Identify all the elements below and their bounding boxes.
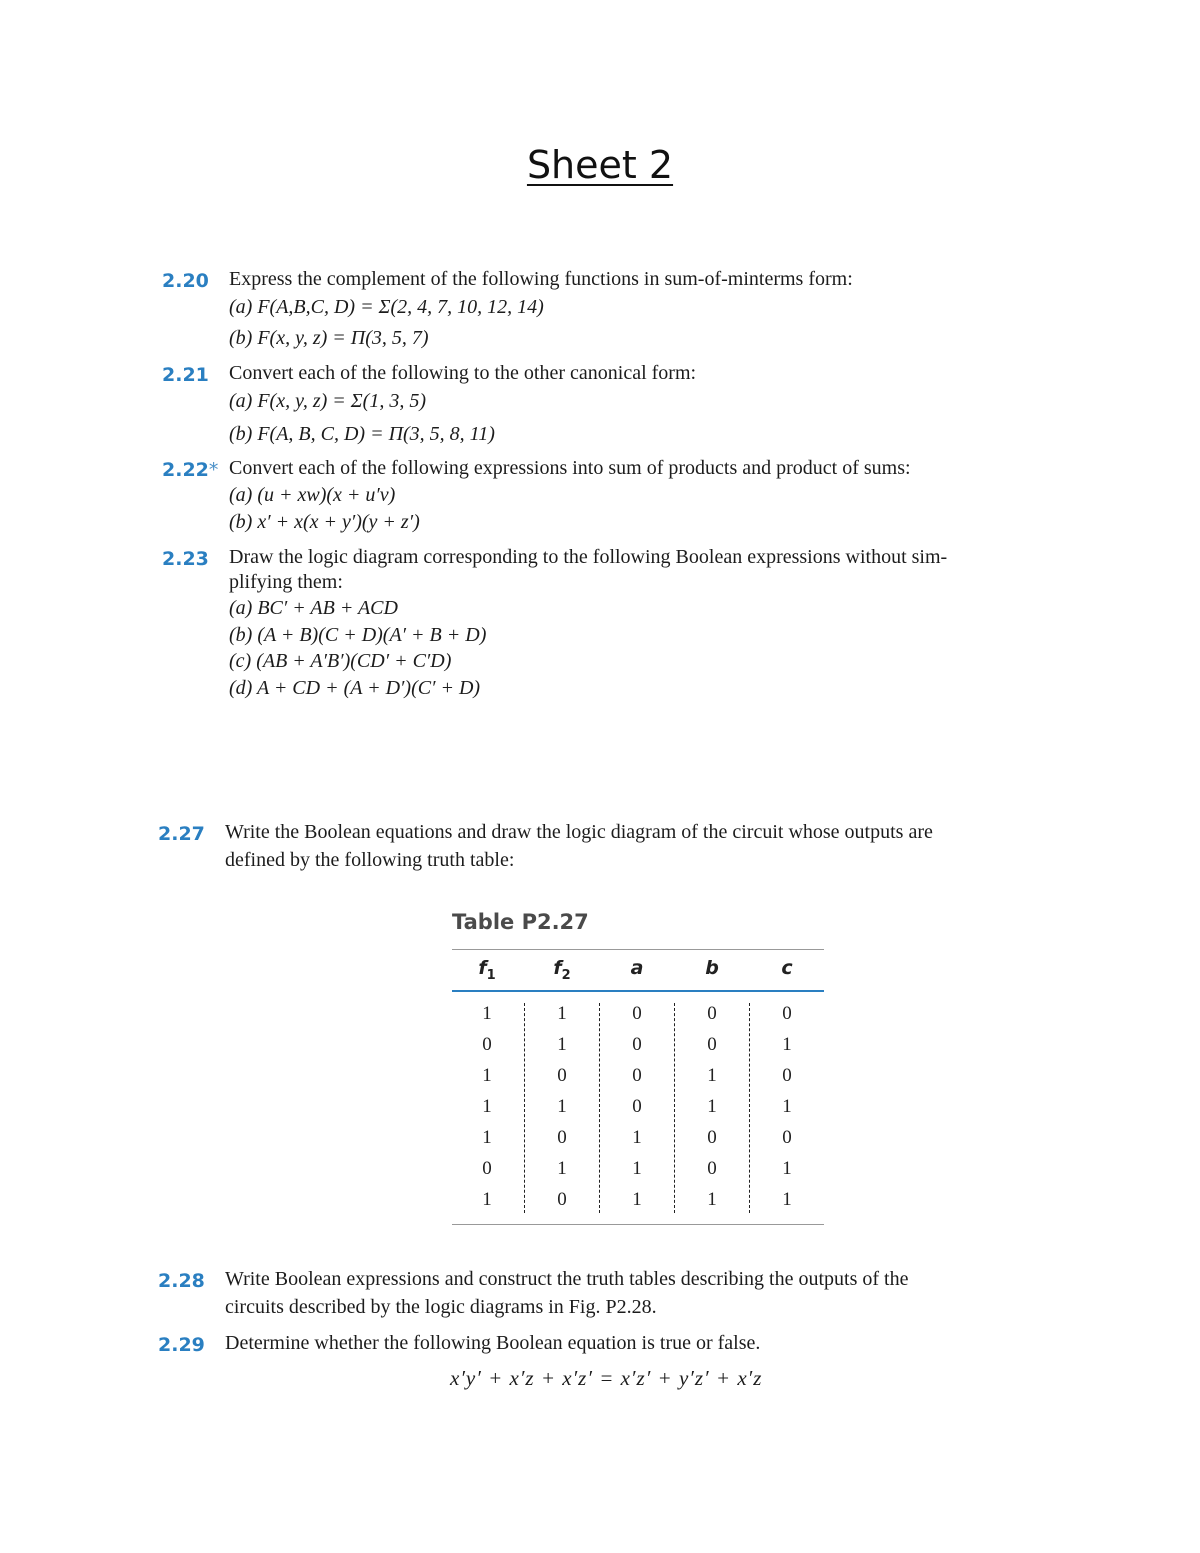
table-cell-b: 1 <box>707 1065 717 1086</box>
problem-text-2-28-line-1: Write Boolean expressions and construct the truth tables describing the outputs of the <box>225 1268 909 1290</box>
table-cell-a: 0 <box>632 1003 642 1024</box>
table-cell-f2: 1 <box>557 1034 567 1055</box>
problem-2-20-item-b: (b) F(x, y, z) = Π(3, 5, 7) <box>229 327 429 349</box>
table-cell-f2: 0 <box>557 1189 567 1210</box>
table-cell-f2: 0 <box>557 1065 567 1086</box>
problem-2-22-item-a: (a) (u + xw)(x + u′v) <box>229 484 396 506</box>
table-cell-f1: 1 <box>482 1003 492 1024</box>
table-top-rule <box>452 949 824 950</box>
table-cell-a: 1 <box>632 1158 642 1179</box>
problem-text-2-20: Express the complement of the following functions in sum-of-minterms form: <box>229 268 853 290</box>
table-cell-b: 0 <box>707 1158 717 1179</box>
table-header-a: a <box>630 957 644 979</box>
table-cell-b: 1 <box>707 1189 717 1210</box>
problem-2-23-item-c: (c) (AB + A′B′)(CD′ + C′D) <box>229 650 452 672</box>
problem-2-22-item-b: (b) x′ + x(x + y′)(y + z′) <box>229 511 420 533</box>
problem-2-21-item-b: (b) F(A, B, C, D) = Π(3, 5, 8, 11) <box>229 423 495 445</box>
header-f1-sub: 1 <box>486 967 496 983</box>
problem-text-2-27-line-2: defined by the following truth table: <box>225 849 515 871</box>
table-cell-c: 1 <box>782 1096 792 1117</box>
problem-text-2-21: Convert each of the following to the other canonical form: <box>229 362 697 384</box>
table-header-f1 <box>467 957 507 983</box>
table-cell-f2: 1 <box>557 1096 567 1117</box>
table-cell-b: 0 <box>707 1003 717 1024</box>
problem-number-2-22-label: 2.22 <box>162 459 209 481</box>
table-cell-f1: 1 <box>482 1065 492 1086</box>
problem-text-2-27-line-1: Write the Boolean equations and draw the logic diagram of the circuit whose outputs are <box>225 821 933 843</box>
table-header-f2 <box>542 957 582 983</box>
table-cell-a: 1 <box>632 1127 642 1148</box>
table-header-b: b <box>705 957 719 979</box>
table-dashed-separator-2 <box>599 1003 600 1213</box>
table-cell-f1: 0 <box>482 1034 492 1055</box>
table-cell-c: 1 <box>782 1034 792 1055</box>
table-cell-f2: 1 <box>557 1158 567 1179</box>
problem-number-2-21: 2.21 <box>162 364 209 386</box>
problem-number-2-20: 2.20 <box>162 270 209 292</box>
problem-number-2-29: 2.29 <box>158 1334 205 1356</box>
problem-text-2-23-line-1: Draw the logic diagram corresponding to the following Boolean expressions without sim- <box>229 546 948 568</box>
table-dashed-separator-3 <box>674 1003 675 1213</box>
table-cell-c: 0 <box>782 1127 792 1148</box>
table-cell-f1: 0 <box>482 1158 492 1179</box>
table-header-rule <box>452 990 824 992</box>
problem-2-23-item-a: (a) BC′ + AB + ACD <box>229 597 398 619</box>
table-cell-f1: 1 <box>482 1096 492 1117</box>
table-cell-f1: 1 <box>482 1189 492 1210</box>
table-cell-b: 0 <box>707 1034 717 1055</box>
problem-2-20-item-a: (a) F(A,B,C, D) = Σ(2, 4, 7, 10, 12, 14) <box>229 296 544 318</box>
problem-text-2-22: Convert each of the following expressions into sum of products and product of sums: <box>229 457 911 479</box>
table-bottom-rule <box>452 1224 824 1225</box>
header-f1-base: f <box>478 957 487 979</box>
table-dashed-separator-4 <box>749 1003 750 1213</box>
boolean-equation: x′y′ + x′z + x′z′ = x′z′ + y′z′ + x′z <box>450 1366 763 1390</box>
problem-text-2-29: Determine whether the following Boolean equation is true or false. <box>225 1332 761 1354</box>
problem-number-2-23: 2.23 <box>162 548 209 570</box>
problem-text-2-23-line-2: plifying them: <box>229 571 343 593</box>
problem-2-21-item-a: (a) F(x, y, z) = Σ(1, 3, 5) <box>229 390 426 412</box>
starred-marker: * <box>208 459 219 481</box>
table-cell-a: 0 <box>632 1065 642 1086</box>
problem-2-23-item-d: (d) A + CD + (A + D′)(C′ + D) <box>229 677 481 699</box>
problem-text-2-28-line-2: circuits described by the logic diagrams in Fig. P2.28. <box>225 1296 657 1318</box>
table-cell-a: 0 <box>632 1034 642 1055</box>
table-cell-f2: 1 <box>557 1003 567 1024</box>
problem-number-2-28: 2.28 <box>158 1270 205 1292</box>
table-dashed-separator-1 <box>524 1003 525 1213</box>
table-cell-c: 1 <box>782 1158 792 1179</box>
header-f2-sub: 2 <box>561 967 571 983</box>
table-cell-a: 0 <box>632 1096 642 1117</box>
page-title: Sheet 2 <box>526 143 674 187</box>
table-cell-f2: 0 <box>557 1127 567 1148</box>
table-cell-f1: 1 <box>482 1127 492 1148</box>
table-cell-b: 0 <box>707 1127 717 1148</box>
header-f2-base: f <box>553 957 562 979</box>
table-header-c: c <box>781 957 793 979</box>
problem-2-23-item-b: (b) (A + B)(C + D)(A′ + B + D) <box>229 624 487 646</box>
table-cell-c: 0 <box>782 1065 792 1086</box>
table-cell-b: 1 <box>707 1096 717 1117</box>
table-cell-c: 1 <box>782 1189 792 1210</box>
problem-number-2-27: 2.27 <box>158 823 205 845</box>
table-title: Table P2.27 <box>452 910 589 934</box>
problem-number-2-22 <box>162 459 218 481</box>
table-cell-a: 1 <box>632 1189 642 1210</box>
table-cell-c: 0 <box>782 1003 792 1024</box>
